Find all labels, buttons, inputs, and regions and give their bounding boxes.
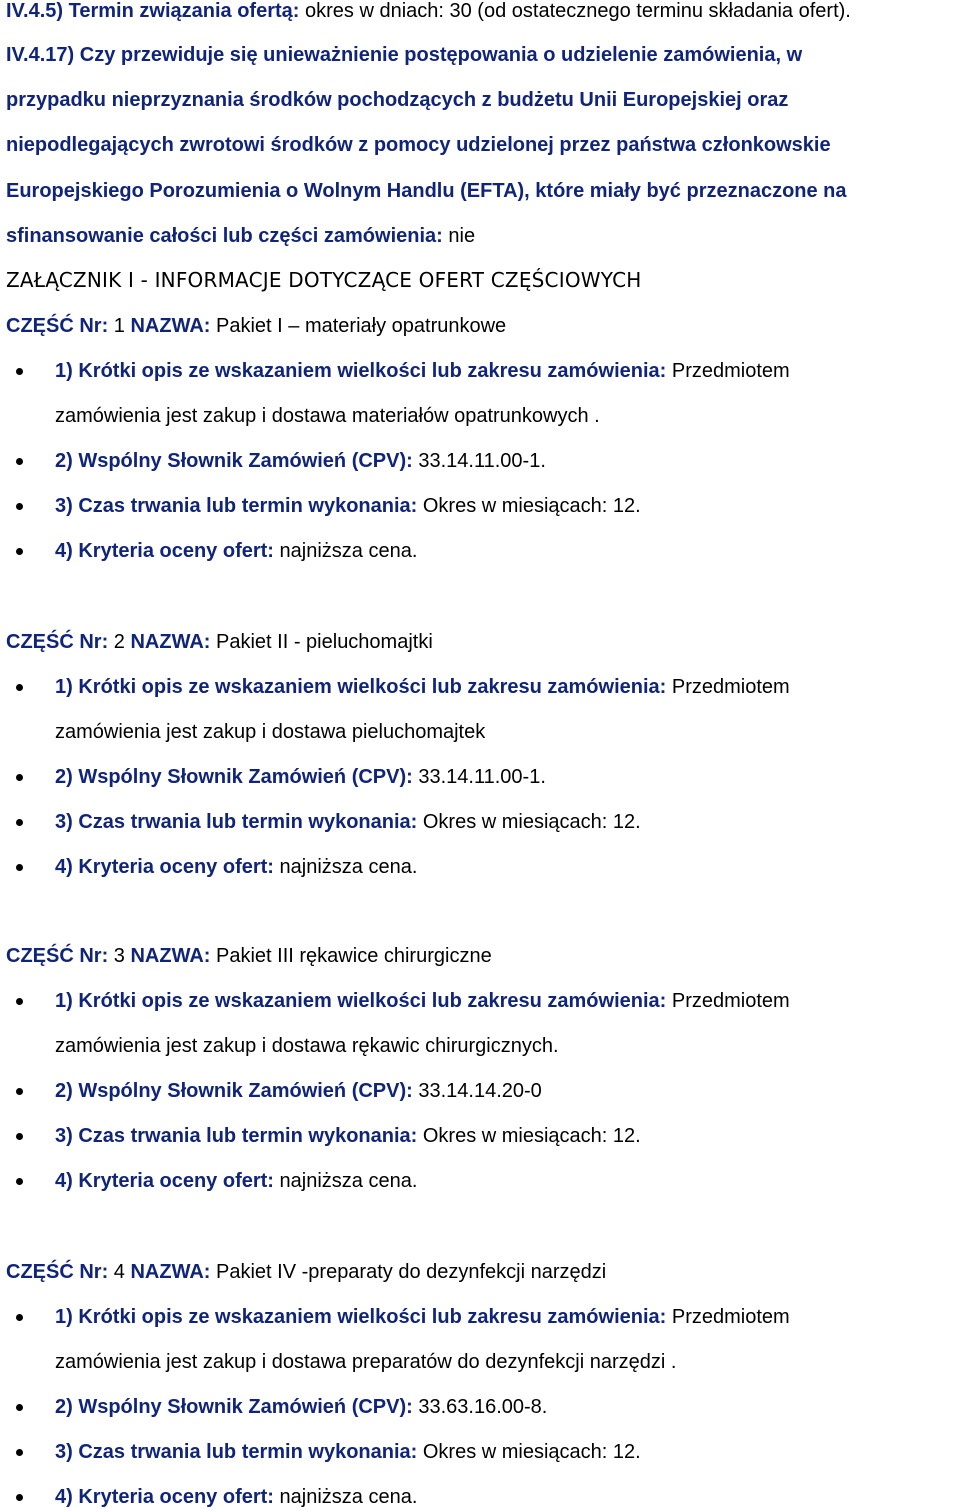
annulment-question-line-4: Europejskiego Porozumienia o Wolnym Handlu (EFTA), które miały być przeznaczone na	[6, 180, 847, 202]
cpv-row	[55, 450, 546, 472]
offer-binding-term-label: IV.4.5) Termin związania ofertą:	[6, 0, 300, 22]
annulment-question-line-2: przypadku nieprzyznania środków pochodzących z budżetu Unii Europejskiej oraz	[6, 89, 789, 111]
time-row-value: Okres w miesiącach: 12.	[417, 1441, 641, 1463]
desc-continuation	[55, 721, 485, 743]
annulment-question-line-5	[6, 225, 475, 247]
time-row-label: 3) Czas trwania lub termin wykonania:	[55, 1125, 418, 1147]
cpv-row-value: 33.63.16.00-8.	[412, 1396, 548, 1418]
cpv-row-label: 2) Wspólny Słownik Zamówień (CPV):	[55, 450, 413, 472]
desc-continuation	[55, 1035, 559, 1057]
criteria-row-label: 4) Kryteria oceny ofert:	[55, 856, 274, 878]
cpv-row-value: 33.14.14.20-0	[412, 1080, 542, 1102]
desc-continuation-value: zamówienia jest zakup i dostawa rękawic chirurgicznych.	[55, 1035, 559, 1057]
desc-continuation-value: zamówienia jest zakup i dostawa pieluchomajtek	[55, 721, 486, 743]
part-number-label: CZĘŚĆ Nr:	[6, 631, 109, 653]
bullet-icon	[16, 1088, 23, 1095]
criteria-row	[55, 1486, 417, 1508]
part-name-label: NAZWA:	[130, 945, 211, 967]
annulment-question-line-1: IV.4.17) Czy przewiduje się unieważnienie postępowania o udzielenie zamówienia, w	[6, 44, 803, 66]
desc-row-value: Przedmiotem	[666, 990, 790, 1012]
cpv-row-value: 33.14.11.00-1.	[412, 766, 546, 788]
part-header	[6, 315, 506, 337]
offer-binding-term-line	[6, 0, 851, 22]
part-header	[6, 1261, 606, 1283]
part-header	[6, 631, 433, 653]
offer-binding-term-value: okres w dniach: 30 (od ostatecznego terminu składania ofert).	[299, 0, 851, 22]
criteria-row	[55, 540, 417, 562]
criteria-row-value: najniższa cena.	[273, 540, 418, 562]
desc-continuation-value: zamówienia jest zakup i dostawa materiałów opatrunkowych .	[55, 405, 600, 427]
bullet-icon	[16, 684, 23, 691]
criteria-row	[55, 856, 417, 878]
criteria-row-value: najniższa cena.	[273, 1486, 418, 1508]
part-name-label: NAZWA:	[130, 631, 211, 653]
bullet-icon	[16, 998, 23, 1005]
part-number: 2	[108, 631, 131, 653]
bullet-icon	[16, 819, 23, 826]
desc-continuation-value: zamówienia jest zakup i dostawa preparatów do dezynfekcji narzędzi .	[55, 1351, 677, 1373]
bullet-icon	[16, 864, 23, 871]
part-number: 3	[108, 945, 131, 967]
desc-row-value: Przedmiotem	[666, 676, 790, 698]
part-number-label: CZĘŚĆ Nr:	[6, 1261, 109, 1283]
desc-row-label: 1) Krótki opis ze wskazaniem wielkości lub zakresu zamówienia:	[55, 1306, 667, 1328]
bullet-icon	[16, 1314, 23, 1321]
annulment-question-line-3: niepodlegających zwrotowi środków z pomocy udzielonej przez państwa członkowskie	[6, 134, 831, 156]
cpv-row-label: 2) Wspólny Słownik Zamówień (CPV):	[55, 1080, 413, 1102]
desc-row-value: Przedmiotem	[666, 360, 790, 382]
desc-row	[55, 676, 790, 698]
desc-row-value: Przedmiotem	[666, 1306, 790, 1328]
criteria-row	[55, 1170, 417, 1192]
part-number-label: CZĘŚĆ Nr:	[6, 315, 109, 337]
criteria-row-label: 4) Kryteria oceny ofert:	[55, 540, 274, 562]
part-name-label: NAZWA:	[130, 315, 211, 337]
part-number-label: CZĘŚĆ Nr:	[6, 945, 109, 967]
part-name: Pakiet II - pieluchomajtki	[210, 631, 433, 653]
desc-row-label: 1) Krótki opis ze wskazaniem wielkości lub zakresu zamówienia:	[55, 676, 667, 698]
part-header	[6, 945, 492, 967]
time-row-label: 3) Czas trwania lub termin wykonania:	[55, 811, 418, 833]
bullet-icon	[16, 1449, 23, 1456]
time-row-label: 3) Czas trwania lub termin wykonania:	[55, 495, 418, 517]
time-row-label: 3) Czas trwania lub termin wykonania:	[55, 1441, 418, 1463]
bullet-icon	[16, 1494, 23, 1501]
desc-continuation	[55, 1351, 676, 1373]
bullet-icon	[16, 503, 23, 510]
time-row	[55, 1441, 641, 1463]
part-name: Pakiet IV -preparaty do dezynfekcji narzędzi	[210, 1261, 607, 1283]
bullet-icon	[16, 1404, 23, 1411]
cpv-row-label: 2) Wspólny Słownik Zamówień (CPV):	[55, 1396, 413, 1418]
desc-continuation	[55, 405, 600, 427]
cpv-row	[55, 766, 546, 788]
annex-title: ZAŁĄCZNIK I - INFORMACJE DOTYCZĄCE OFERT CZĘŚCIOWYCH	[6, 268, 642, 292]
part-name: Pakiet I – materiały opatrunkowe	[210, 315, 507, 337]
criteria-row-value: najniższa cena.	[273, 856, 418, 878]
annulment-question-label: sfinansowanie całości lub części zamówienia:	[6, 225, 443, 247]
part-name-label: NAZWA:	[130, 1261, 211, 1283]
time-row	[55, 811, 641, 833]
bullet-icon	[16, 774, 23, 781]
desc-row	[55, 1306, 790, 1328]
time-row-value: Okres w miesiącach: 12.	[417, 811, 641, 833]
part-number: 4	[108, 1261, 131, 1283]
part-name: Pakiet III rękawice chirurgiczne	[210, 945, 492, 967]
bullet-icon	[16, 1133, 23, 1140]
bullet-icon	[16, 458, 23, 465]
desc-row-label: 1) Krótki opis ze wskazaniem wielkości lub zakresu zamówienia:	[55, 360, 667, 382]
cpv-row	[55, 1396, 547, 1418]
bullet-icon	[16, 1178, 23, 1185]
desc-row	[55, 360, 790, 382]
annulment-answer: nie	[442, 225, 476, 247]
part-number: 1	[108, 315, 131, 337]
cpv-row-label: 2) Wspólny Słownik Zamówień (CPV):	[55, 766, 413, 788]
desc-row	[55, 990, 790, 1012]
criteria-row-label: 4) Kryteria oceny ofert:	[55, 1170, 274, 1192]
cpv-row-value: 33.14.11.00-1.	[412, 450, 546, 472]
criteria-row-value: najniższa cena.	[273, 1170, 418, 1192]
time-row-value: Okres w miesiącach: 12.	[417, 495, 641, 517]
cpv-row	[55, 1080, 542, 1102]
criteria-row-label: 4) Kryteria oceny ofert:	[55, 1486, 274, 1508]
bullet-icon	[16, 368, 23, 375]
time-row-value: Okres w miesiącach: 12.	[417, 1125, 641, 1147]
bullet-icon	[16, 548, 23, 555]
time-row	[55, 1125, 641, 1147]
desc-row-label: 1) Krótki opis ze wskazaniem wielkości lub zakresu zamówienia:	[55, 990, 667, 1012]
time-row	[55, 495, 641, 517]
